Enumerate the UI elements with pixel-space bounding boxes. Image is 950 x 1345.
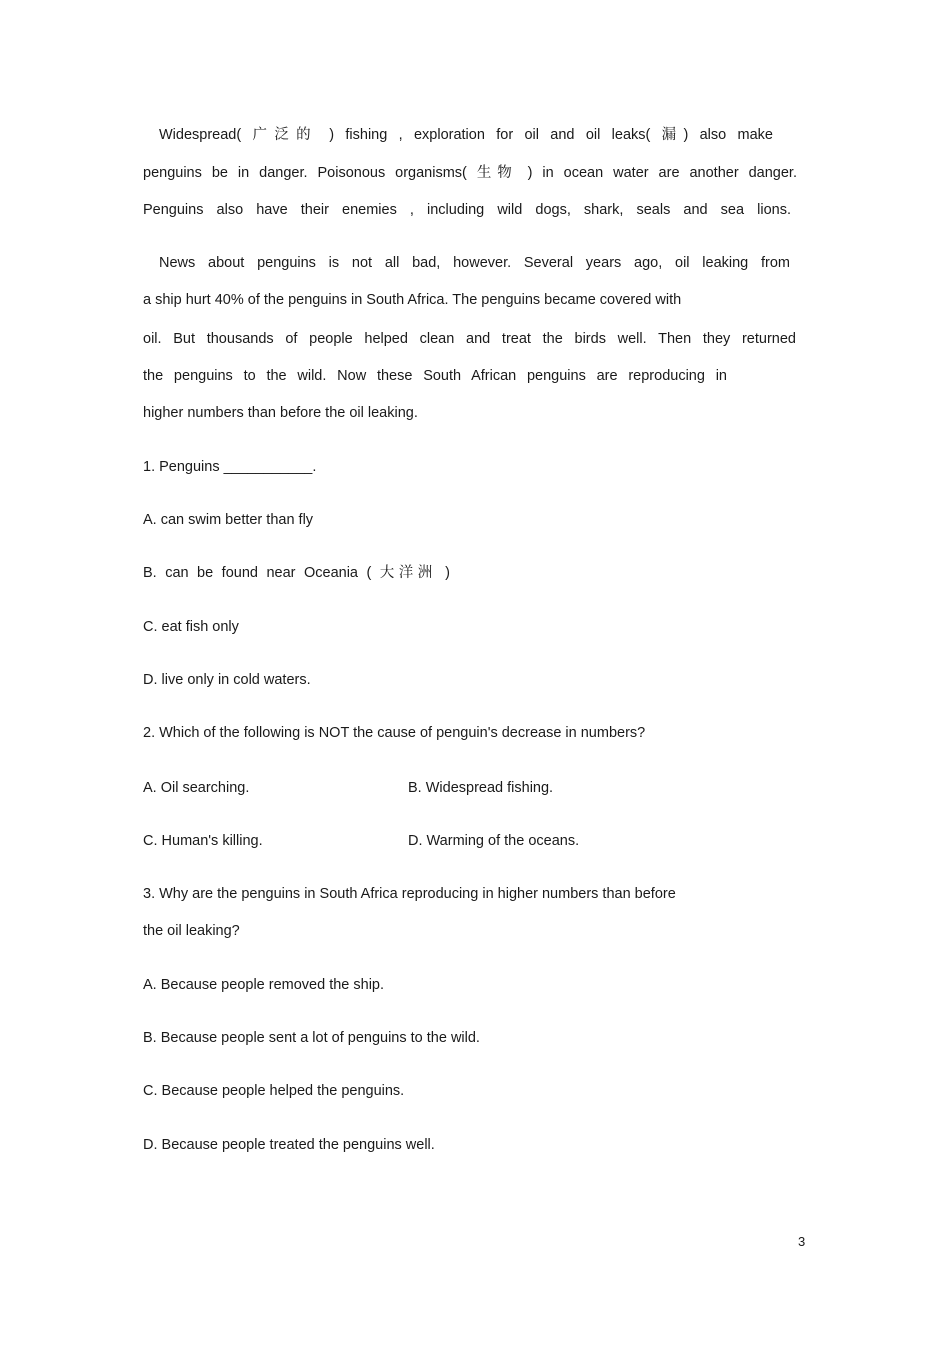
question-2-option-a: A. Oil searching. (143, 780, 250, 796)
passage-p2-line2: a ship hurt 40% of the penguins in South Africa. The penguins became covered with (143, 292, 682, 308)
question-1-option-b: B. can be found near Oceania ( 大洋洲 ) (143, 565, 450, 581)
question-1-option-d: D. live only in cold waters. (143, 672, 311, 688)
passage-p1-line2: penguins be in danger. Poisonous organisms( 生物 ) in ocean water are another danger. (143, 165, 797, 181)
question-2-stem: 2. Which of the following is NOT the cause of penguin's decrease in numbers? (143, 725, 646, 741)
page-number: 3 (798, 1234, 806, 1249)
question-3-option-a: A. Because people removed the ship. (143, 977, 385, 993)
question-3-option-b: B. Because people sent a lot of penguins to the wild. (143, 1030, 480, 1046)
question-3-option-c: C. Because people helped the penguins. (143, 1083, 405, 1099)
question-3-option-d: D. Because people treated the penguins well. (143, 1137, 435, 1153)
passage-p2-line4: the penguins to the wild. Now these South African penguins are reproducing in (143, 368, 727, 384)
question-2-option-b: B. Widespread fishing. (408, 780, 554, 796)
passage-p1-line3: Penguins also have their enemies , including wild dogs, shark, seals and sea lions. (143, 202, 791, 218)
passage-p2-line5: higher numbers than before the oil leaking. (143, 405, 418, 421)
question-1-stem: 1. Penguins ___________. (143, 459, 317, 475)
passage-p1-line1: Widespread( 广泛的 ) fishing , exploration for oil and oil leaks( 漏) also make (159, 127, 773, 143)
passage-p2-line3: oil. But thousands of people helped clean and treat the birds well. Then they returned (143, 331, 796, 347)
passage-p2-line1: News about penguins is not all bad, however. Several years ago, oil leaking from (159, 255, 790, 271)
question-3-stem-line2: the oil leaking? (143, 923, 240, 939)
question-3-stem-line1: 3. Why are the penguins in South Africa reproducing in higher numbers than before (143, 886, 676, 902)
question-2-option-c: C. Human's killing. (143, 833, 263, 849)
question-2-option-d: D. Warming of the oceans. (408, 833, 580, 849)
question-1-option-c: C. eat fish only (143, 619, 239, 635)
question-1-option-a: A. can swim better than fly (143, 512, 314, 528)
